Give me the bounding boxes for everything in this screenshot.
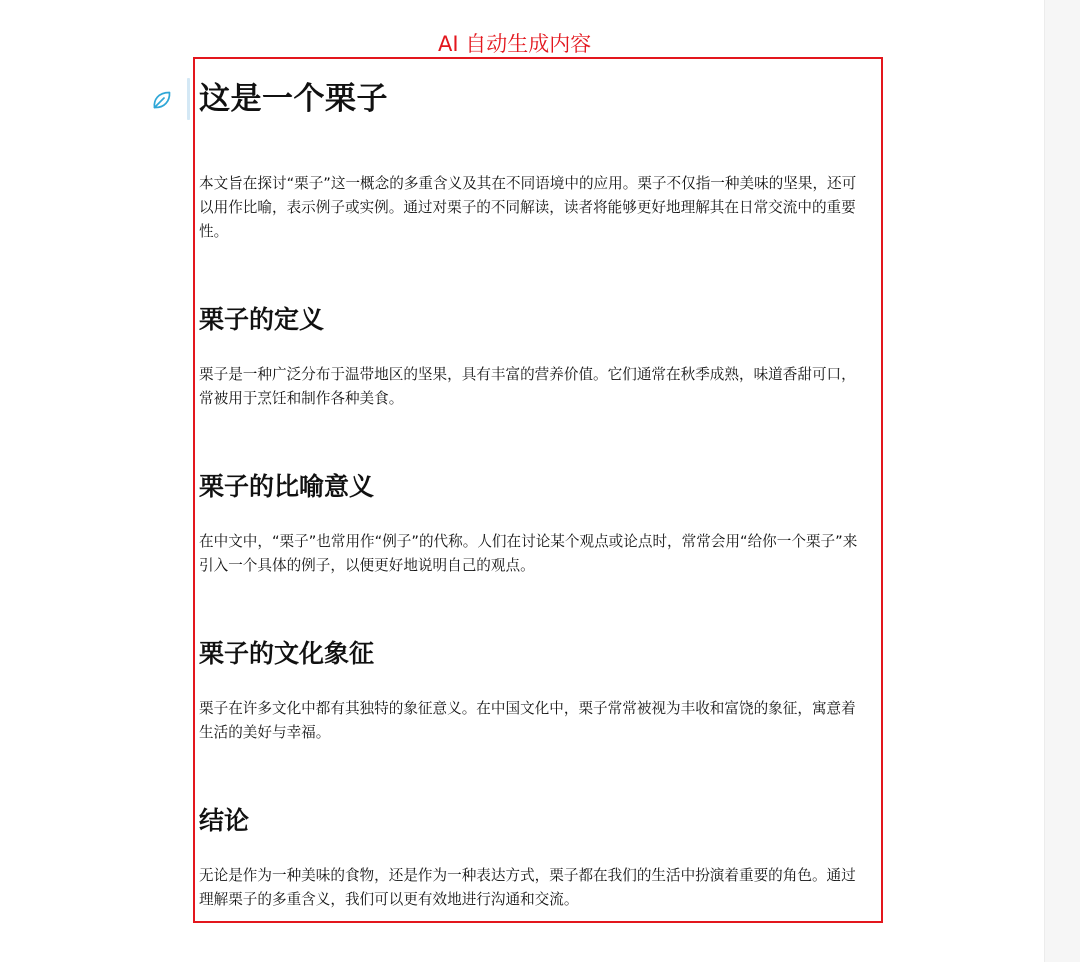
block-focus-indicator: [187, 78, 190, 120]
section-body-metaphor[interactable]: 在中文中，“栗子”也常用作“例子”的代称。人们在讨论某个观点或论点时，常常会用“给你一个栗子”来引入一个具体的例子，以便更好地说明自己的观点。: [199, 533, 858, 574]
section-heading-metaphor[interactable]: 栗子的比喻意义: [199, 472, 375, 501]
section-heading-conclusion[interactable]: 结论: [199, 806, 250, 835]
ai-generated-label: AI 自动生成内容: [438, 32, 592, 56]
section-body-conclusion[interactable]: 无论是作为一种美味的食物，还是作为一种表达方式，栗子都在我们的生活中扮演着重要的角色。通过理解栗子的多重含义，我们可以更有效地进行沟通和交流。: [199, 867, 856, 908]
document-title[interactable]: 这是一个栗子: [199, 81, 388, 117]
document-content[interactable]: [199, 76, 867, 912]
leaf-icon[interactable]: [150, 88, 174, 112]
section-heading-culture[interactable]: 栗子的文化象征: [199, 639, 375, 668]
section-heading-definition[interactable]: 栗子的定义: [199, 305, 325, 334]
intro-paragraph[interactable]: 本文旨在探讨“栗子”这一概念的多重含义及其在不同语境中的应用。栗子不仅指一种美味的坚果，还可以用作比喻，表示例子或实例。通过对栗子的不同解读，读者将能够更好地理解其在日常交流中的重要性。: [199, 175, 857, 240]
section-body-culture[interactable]: 栗子在许多文化中都有其独特的象征意义。在中国文化中，栗子常常被视为丰收和富饶的象征，寓意着生活的美好与幸福。: [199, 700, 856, 741]
section-body-definition[interactable]: 栗子是一种广泛分布于温带地区的坚果，具有丰富的营养价值。它们通常在秋季成熟，味道香甜可口，常被用于烹饪和制作各种美食。: [199, 366, 856, 407]
scroll-gutter: [1044, 0, 1080, 962]
